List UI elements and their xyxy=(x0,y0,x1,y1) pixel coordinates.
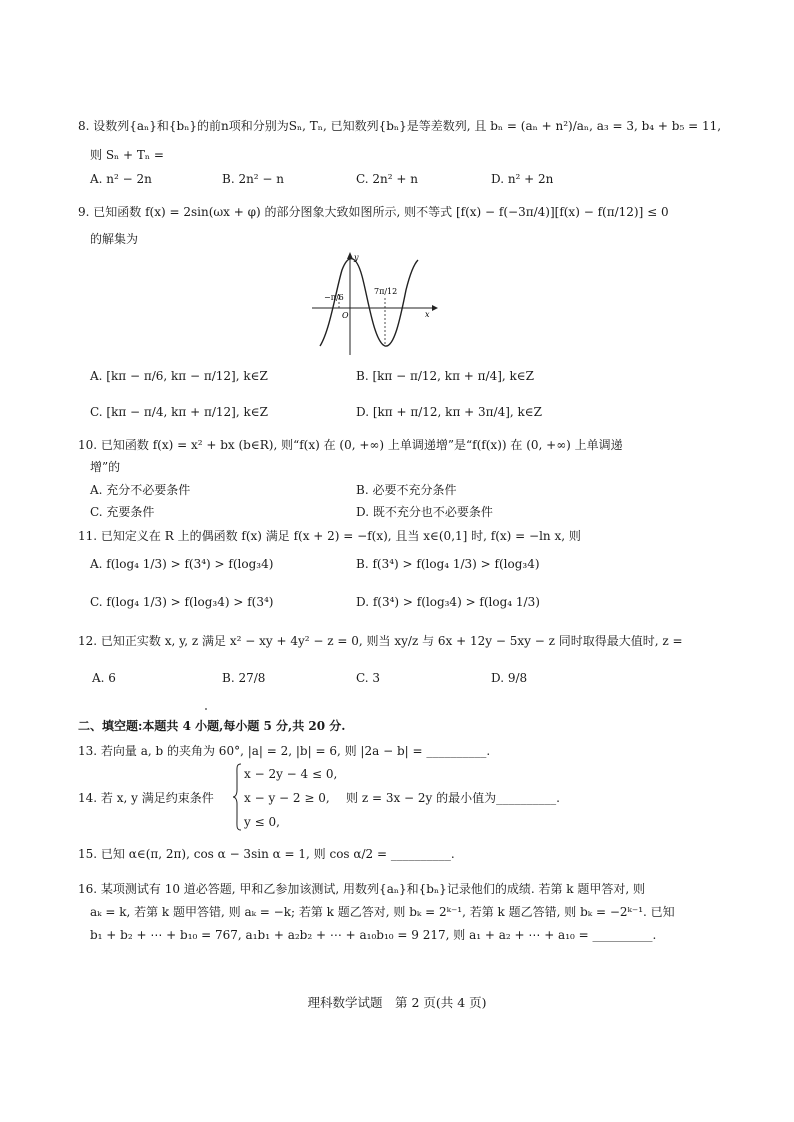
q9-stem: 9. 已知函数 f(x) = 2sin(ωx + φ) 的部分图象大致如图所示, 则不等式 [f(x) − f(−3π/4)][f(x) − f(π/12)] ≤ 0 xyxy=(78,205,669,219)
q12-option-c: C. 3 xyxy=(356,671,381,685)
q13-stem: 13. 若向量 a, b 的夹角为 60°, |a| = 2, |b| = 6, 则 |2a − b| = __________. xyxy=(78,744,491,758)
q9-option-d: D. [kπ + π/12, kπ + 3π/4], k∈Z xyxy=(356,405,543,419)
q8-option-d: D. n² + 2n xyxy=(491,172,554,186)
speck xyxy=(205,708,207,710)
q8-option-a: A. n² − 2n xyxy=(90,172,152,186)
q16-stem-cont-1: aₖ = k, 若第 k 题甲答错, 则 aₖ = −k; 若第 k 题乙答对, 则 bₖ = 2ᵏ⁻¹, 若第 k 题乙答错, 则 bₖ = −2ᵏ⁻¹. 已知 xyxy=(90,905,675,919)
q8-option-c: C. 2n² + n xyxy=(356,172,418,186)
q10-stem-cont: 增”的 xyxy=(90,460,121,474)
q9-option-a: A. [kπ − π/6, kπ − π/12], k∈Z xyxy=(90,369,268,383)
q16-stem-cont-2: b₁ + b₂ + ⋯ + b₁₀ = 767, a₁b₁ + a₂b₂ + ⋯ + a₁₀b₁₀ = 9 217, 则 a₁ + a₂ + ⋯ + a₁₀ = __________. xyxy=(90,928,657,942)
q12-option-a: A. 6 xyxy=(92,671,116,685)
y-axis-arrow-icon xyxy=(347,252,353,259)
q9-option-b: B. [kπ − π/12, kπ + π/4], k∈Z xyxy=(356,369,535,383)
q10-option-a: A. 充分不必要条件 xyxy=(90,483,191,497)
q8-stem-cont: 则 Sₙ + Tₙ = xyxy=(90,148,164,162)
q12-option-d: D. 9/8 xyxy=(491,671,528,685)
section-2-heading: 二、填空题:本题共 4 小题,每小题 5 分,共 20 分. xyxy=(78,719,346,733)
q14-constraint-1: x − 2y − 4 ≤ 0, xyxy=(244,767,338,781)
q14-stem-suffix: 则 z = 3x − 2y 的最小值为__________. xyxy=(346,791,560,805)
q11-option-d: D. f(3⁴) > f(log₃4) > f(log₄ 1/3) xyxy=(356,595,540,609)
q9-stem-cont: 的解集为 xyxy=(90,232,139,246)
label-x: x xyxy=(425,310,430,319)
q14-brace-icon xyxy=(232,762,242,832)
q16-stem: 16. 某项测试有 10 道必答题, 甲和乙参加该测试, 用数列{aₙ}和{bₙ}记录他们的成绩. 若第 k 题甲答对, 则 xyxy=(78,882,645,896)
label-7pi-12: 7π/12 xyxy=(374,287,398,296)
q10-stem: 10. 已知函数 f(x) = x² + bx (b∈R), 则“f(x) 在 (0, +∞) 上单调递增”是“f(f(x)) 在 (0, +∞) 上单调递 xyxy=(78,438,623,452)
label-origin: O xyxy=(342,311,349,320)
q14-stem: 14. 若 x, y 满足约束条件 xyxy=(78,791,214,805)
q14-constraint-3: y ≤ 0, xyxy=(244,815,280,829)
q11-option-a: A. f(log₄ 1/3) > f(3⁴) > f(log₃4) xyxy=(90,557,274,571)
label-neg-pi-6: −π/6 xyxy=(324,293,344,302)
q15-stem: 15. 已知 α∈(π, 2π), cos α − 3sin α = 1, 则 cos α/2 = __________. xyxy=(78,847,455,861)
q12-stem: 12. 已知正实数 x, y, z 满足 x² − xy + 4y² − z = 0, 则当 xy/z 与 6x + 12y − 5xy − z 同时取得最大值时, z = xyxy=(78,634,683,648)
q11-option-b: B. f(3⁴) > f(log₄ 1/3) > f(log₃4) xyxy=(356,557,540,571)
q12-option-b: B. 27/8 xyxy=(222,671,266,685)
page-footer: 理科数学试题 第 2 页(共 4 页) xyxy=(307,995,487,1010)
q10-option-c: C. 充要条件 xyxy=(90,505,155,519)
q10-option-b: B. 必要不充分条件 xyxy=(356,483,457,497)
q10-option-d: D. 既不充分也不必要条件 xyxy=(356,505,493,519)
q8-stem: 8. 设数列{aₙ}和{bₙ}的前n项和分别为Sₙ, Tₙ, 已知数列{bₙ}是等差数列, 且 bₙ = (aₙ + n²)/aₙ, a₃ = 3, b₄ + b₅ = 11, xyxy=(78,119,722,133)
sine-graph-figure xyxy=(310,250,440,360)
q11-option-c: C. f(log₄ 1/3) > f(log₃4) > f(3⁴) xyxy=(90,595,274,609)
q9-option-c: C. [kπ − π/4, kπ + π/12], k∈Z xyxy=(90,405,268,419)
x-axis-arrow-icon xyxy=(432,305,438,311)
q8-option-b: B. 2n² − n xyxy=(222,172,285,186)
label-y: y xyxy=(354,253,359,262)
sine-curve xyxy=(320,259,418,346)
q11-stem: 11. 已知定义在 R 上的偶函数 f(x) 满足 f(x + 2) = −f(x), 且当 x∈(0,1] 时, f(x) = −ln x, 则 xyxy=(78,529,581,543)
q14-constraint-2: x − y − 2 ≥ 0, xyxy=(244,791,330,805)
